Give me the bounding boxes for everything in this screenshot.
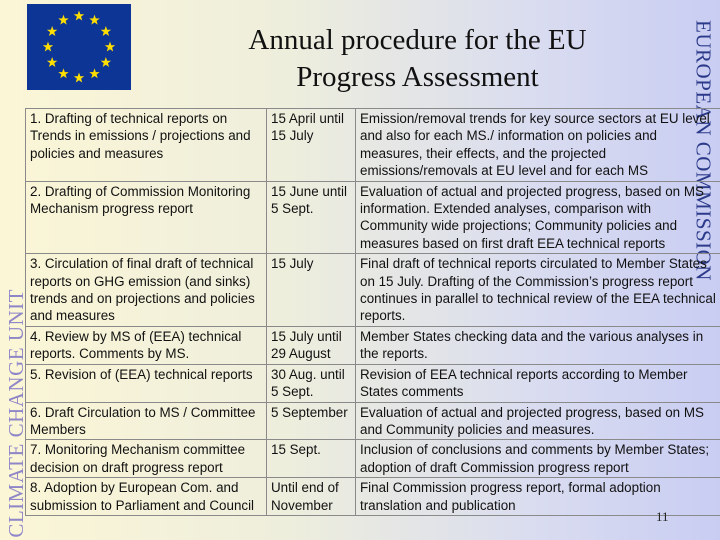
star-icon (58, 15, 68, 25)
description-cell: Member States checking data and the various analyses in the reports. (356, 326, 720, 364)
date-cell: 15 June until 5 Sept. (267, 181, 356, 254)
step-cell: 6. Draft Circulation to MS / Committee Members (26, 402, 267, 440)
date-cell: 15 April until 15 July (267, 109, 356, 182)
star-icon (43, 42, 53, 52)
description-cell: Emission/removal trends for key source sectors at EU level and also for each MS./ information on policies and measures, their effects, and the projected emissions/removals at EU level and for each MS (356, 109, 720, 182)
title-line-2: Progress Assessment (296, 61, 539, 93)
step-cell: 4. Review by MS of (EEA) technical reports. Comments by MS. (26, 326, 267, 364)
star-icon (74, 11, 84, 21)
table-row (26, 402, 720, 440)
date-cell: 5 September (267, 402, 356, 440)
climate-change-unit-label: CLIMATE CHANGE UNIT (3, 289, 28, 538)
step-cell: 5. Revision of (EEA) technical reports (26, 364, 267, 402)
star-icon (101, 57, 111, 67)
step-cell: 8. Adoption by European Com. and submission to Parliament and Council (26, 478, 267, 516)
table-row (26, 181, 720, 254)
star-icon (58, 68, 68, 78)
table-row (26, 254, 720, 327)
procedure-table (25, 108, 720, 516)
table-row (26, 478, 720, 516)
star-icon (47, 26, 57, 36)
date-cell: Until end of November (267, 478, 356, 516)
description-cell: Inclusion of conclusions and comments by Member States; adoption of draft Commission progress report (356, 440, 720, 478)
star-icon (74, 73, 84, 83)
table-row (26, 109, 720, 182)
step-cell: 3. Circulation of final draft of technical reports on GHG emission (and sinks) trends and on projections and policies and measures (26, 254, 267, 327)
page-number: 11 (656, 509, 669, 524)
star-icon (47, 57, 57, 67)
eu-flag-icon (27, 4, 131, 90)
date-cell: 15 July until 29 August (267, 326, 356, 364)
table-row (26, 440, 720, 478)
european-commission-label: EUROPEAN COMMISSION (691, 19, 716, 281)
date-cell: 30 Aug. until 5 Sept. (267, 364, 356, 402)
page-title (140, 22, 695, 96)
description-cell: Final draft of technical reports circulated to Member States on 15 July. Drafting of the Commission’s progress report continues in parallel to technical review of the EEA technical reports. (356, 254, 720, 327)
step-cell: 1. Drafting of technical reports on Trends in emissions / projections and policies and measures (26, 109, 267, 182)
date-cell: 15 Sept. (267, 440, 356, 478)
description-cell: Final Commission progress report, formal adoption translation and publication (356, 478, 720, 516)
star-icon (89, 15, 99, 25)
description-cell: Revision of EEA technical reports according to Member States comments (356, 364, 720, 402)
title-line-1: Annual procedure for the EU (248, 24, 587, 56)
step-cell: 2. Drafting of Commission Monitoring Mechanism progress report (26, 181, 267, 254)
star-icon (89, 68, 99, 78)
table-row (26, 326, 720, 364)
star-icon (101, 26, 111, 36)
star-icon (105, 42, 115, 52)
date-cell: 15 July (267, 254, 356, 327)
table-row (26, 364, 720, 402)
description-cell: Evaluation of actual and projected progress, based on MS and Community policies and measures. (356, 402, 720, 440)
description-cell: Evaluation of actual and projected progress, based on MS information. Extended analyses, comparison with Community wide projections; Community policies and measures based on first draft EEA technical reports (356, 181, 720, 254)
eu-stars-icon (27, 4, 131, 90)
step-cell: 7. Monitoring Mechanism committee decision on draft progress report (26, 440, 267, 478)
